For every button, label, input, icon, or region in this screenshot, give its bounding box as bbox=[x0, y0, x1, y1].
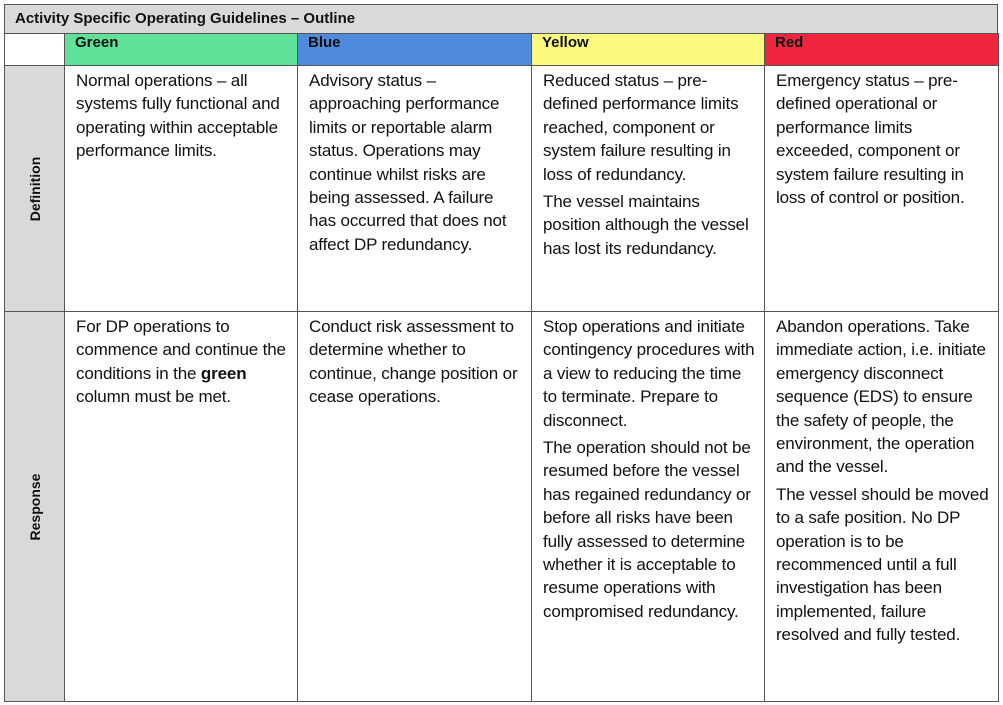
row-label-definition bbox=[5, 66, 65, 312]
response-label: Response bbox=[26, 473, 43, 540]
response-green-cell bbox=[65, 312, 298, 702]
header-row bbox=[5, 34, 999, 66]
response-row bbox=[5, 312, 999, 702]
response-blue-text: Conduct risk assessment to determine whether to continue, change position or cease operations. bbox=[309, 317, 518, 407]
column-header-blue: Blue bbox=[298, 34, 532, 66]
response-green-text-pre: For DP operations to commence and continue the conditions in the bbox=[76, 317, 286, 383]
guidelines-table bbox=[4, 33, 999, 702]
response-blue-cell bbox=[298, 312, 532, 702]
definition-red-text: Emergency status – pre-defined operational or performance limits exceeded, component or system failure resulting in loss of control or position. bbox=[776, 71, 965, 208]
definition-green-text: Normal operations – all systems fully functional and operating within acceptable performance limits. bbox=[76, 71, 280, 161]
response-yellow-text-2: The operation should not be resumed before the vessel has regained redundancy or before all risks have been fully assessed to determine whether it is acceptable to resume operations with compromised redundancy. bbox=[543, 438, 751, 621]
definition-blue-text: Advisory status – approaching performance limits or reportable alarm status. Operations may continue whilst risks are being assessed. A failure has occurred that does not affect DP redundancy. bbox=[309, 71, 507, 254]
definition-label: Definition bbox=[26, 156, 43, 221]
response-red-cell bbox=[765, 312, 999, 702]
definition-red-cell bbox=[765, 66, 999, 312]
row-label-response bbox=[5, 312, 65, 702]
definition-blue-cell bbox=[298, 66, 532, 312]
response-yellow-text-1: Stop operations and initiate contingency procedures with a view to reducing the time to terminate. Prepare to disconnect. bbox=[543, 317, 755, 430]
column-header-red: Red bbox=[765, 34, 999, 66]
response-green-text-bold: green bbox=[200, 363, 247, 383]
response-red-text-1: Abandon operations. Take immediate action, i.e. initiate emergency disconnect sequence (EDS) to ensure the safety of people, the environment, the operation and the vessel. bbox=[776, 317, 986, 477]
definition-yellow-cell bbox=[532, 66, 765, 312]
response-green-text bbox=[76, 315, 289, 409]
response-green-text-post: column must be met. bbox=[76, 387, 231, 407]
definition-yellow-text-1: Reduced status – pre-defined performance limits reached, component or system failure resulting in loss of redundancy. bbox=[543, 71, 739, 184]
document-title: Activity Specific Operating Guidelines – Outline bbox=[4, 4, 998, 34]
corner-cell bbox=[5, 34, 65, 66]
definition-row bbox=[5, 66, 999, 312]
definition-yellow-text-2: The vessel maintains position although the vessel has lost its redundancy. bbox=[543, 192, 749, 258]
column-header-green: Green bbox=[65, 34, 298, 66]
response-red-text-2: The vessel should be moved to a safe position. No DP operation is to be recommenced until a full investigation has been implemented, failure resolved and fully tested. bbox=[776, 484, 989, 645]
response-yellow-cell bbox=[532, 312, 765, 702]
definition-green-cell bbox=[65, 66, 298, 312]
column-header-yellow: Yellow bbox=[532, 34, 765, 66]
